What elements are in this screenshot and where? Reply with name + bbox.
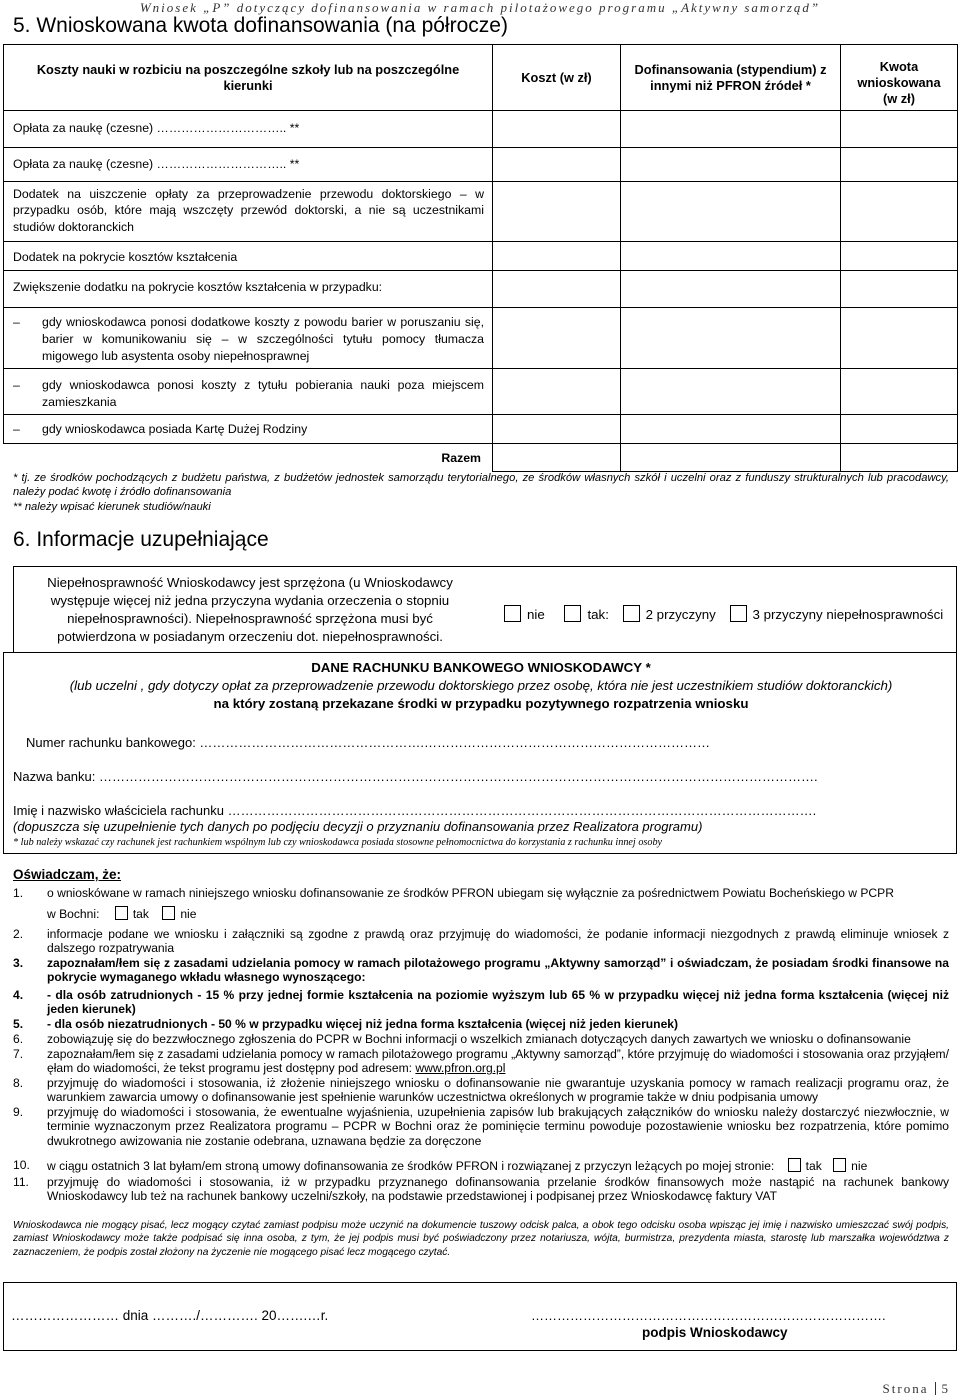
cost-table bbox=[3, 44, 958, 472]
declaration-item-6 bbox=[13, 1032, 949, 1046]
bank-account-box bbox=[3, 652, 957, 854]
requested-cell[interactable] bbox=[841, 271, 958, 308]
requested-cell[interactable] bbox=[841, 369, 958, 415]
column-header-cofinancing: Dofinansowania (stypendium) z innymi niż PFRON źródeł * bbox=[621, 45, 841, 111]
item-1-options bbox=[47, 906, 949, 921]
cost-cell[interactable] bbox=[493, 148, 621, 182]
item-number: 10. bbox=[13, 1158, 30, 1172]
disability-options bbox=[504, 605, 954, 622]
page-footer bbox=[883, 1381, 950, 1397]
date-field[interactable]: …………………… dnia ………./…………. 20…….…r. bbox=[11, 1308, 329, 1323]
item-number: 8. bbox=[13, 1076, 24, 1090]
item-text: zapoznałam/łem się z zasadami udzielania pomocy w ramach pilotażowego programu „Aktywny samorząd” i oświadczam, że posiadam środki finansowe na pokrycie wymaganego wkładu własnego wynoszącego: bbox=[47, 956, 949, 985]
column-header-costs: Koszty nauki w rozbiciu na poszczególne szkoły lub na poszczególne kierunki bbox=[4, 45, 493, 111]
table-row-large-family-card bbox=[4, 415, 493, 444]
bank-allowance-note: (dopuszcza się uzupełnienie tych danych po podjęciu decyzji o przyznaniu dofinansowania przez Realizatora programu) bbox=[13, 819, 703, 834]
option-yes-label: tak: bbox=[587, 607, 609, 622]
item-text: przyjmuję do wiadomości i stosowania, iż złożenie niniejszego wniosku o dofinansowanie nie gwarantuje uzyskania pomocy w ramach realizacji programu oraz, że warunkiem zawarcia umowy o dofinansowanie jest spełnienie warunków uczestnictwa określonych w programie także w dniu podpisania umowy bbox=[47, 1076, 949, 1105]
item-text: - dla osób niezatrudnionych - 50 % w przypadku więcej niż jedna forma kształcenia (więcej niż jeden kierunek) bbox=[47, 1017, 679, 1031]
total-label: Razem bbox=[441, 450, 481, 465]
item-number: 6. bbox=[13, 1032, 24, 1046]
cost-cell[interactable] bbox=[493, 242, 621, 271]
disability-box bbox=[13, 566, 957, 653]
declaration-item-9 bbox=[13, 1105, 949, 1148]
item-text: informacje podane we wniosku i załączniki są zgodne z prawdą oraz przyjmuję do wiadomości, że podanie informacji niezgodnych z prawdą eliminuje wniosek z dalszego rozpatrywania bbox=[47, 927, 949, 956]
row-text: gdy wnioskodawca ponosi koszty z tytułu pobierania nauki poza miejscem zamieszkania bbox=[42, 378, 484, 409]
item-number: 3. bbox=[13, 956, 24, 970]
account-number-field[interactable]: Numer rachunku bankowego: …………………………………………….………………………………………………………… bbox=[26, 735, 711, 750]
requested-cell[interactable] bbox=[841, 242, 958, 271]
table-row-away-from-home bbox=[4, 369, 493, 415]
cost-cell[interactable] bbox=[493, 369, 621, 415]
checkbox-yes[interactable] bbox=[564, 605, 581, 622]
table-row-allowance-increase: Zwiększenie dodatku na pokrycie kosztów kształcenia w przypadku: bbox=[4, 271, 493, 308]
requested-cell[interactable] bbox=[841, 111, 958, 148]
declaration-item-10 bbox=[13, 1158, 949, 1173]
item-1-line2: w Bochni: bbox=[47, 907, 100, 922]
cofinancing-cell[interactable] bbox=[621, 182, 841, 242]
footnote-field-of-study: ** należy wpisać kierunek studiów/nauki bbox=[13, 501, 211, 513]
option-2-causes-label: 2 przyczyny bbox=[645, 607, 716, 622]
illiterate-applicant-note: Wnioskodawca nie mogący pisać, lecz mogący czytać zamiast podpisu może uczynić na dokumencie tuszowy odcisk palca, a obok tego odcisku osoba wpisząc jej imię i nazwisko umieszczać swój podpis, zamiast Wnioskodawcy może także podpisać się inna osoba, z tym, że jej podpis musi być poświadczony przez notariusza, wójta, burmistrza, prezydenta miasta, starostę lub marszałka województwa z zaznaczeniem, że podpis został złożony na życzenie nie mogącego pisać lecz mogącego czytać. bbox=[13, 1220, 949, 1258]
page-label: Strona bbox=[882, 1381, 929, 1396]
declaration-item-7 bbox=[13, 1047, 949, 1076]
checkbox-no[interactable] bbox=[833, 1158, 846, 1172]
option-yes-label: tak bbox=[132, 907, 149, 922]
declaration-item-3 bbox=[13, 956, 949, 985]
signature-label: podpis Wnioskodawcy bbox=[642, 1325, 788, 1340]
footer-divider bbox=[935, 1382, 936, 1395]
cofinancing-cell[interactable] bbox=[621, 271, 841, 308]
item-number: 7. bbox=[13, 1047, 24, 1061]
cofinancing-cell[interactable] bbox=[621, 242, 841, 271]
cost-cell[interactable] bbox=[493, 111, 621, 148]
item-number: 5. bbox=[13, 1017, 24, 1031]
total-cost-cell[interactable] bbox=[493, 444, 621, 472]
item-number: 2. bbox=[13, 927, 24, 941]
requested-cell[interactable] bbox=[841, 415, 958, 444]
item-text: - dla osób zatrudnionych - 15 % przy jednej formie kształcenia na poziomie wyższym lub 65 % w przypadku więcej niż jedna forma kształcenia (więcej niż jeden kierunek) bbox=[47, 988, 949, 1017]
item-text: o wnioskówane w ramach niniejszego wniosku dofinansowanie ze środków PFRON ubiegam się wyłącznie za pośrednictwem Powiatu Bocheńskiego w PCPR bbox=[47, 886, 894, 900]
item-number: 11. bbox=[13, 1175, 29, 1189]
requested-cell[interactable] bbox=[841, 148, 958, 182]
page-number: 5 bbox=[941, 1381, 950, 1396]
footnote-sources: * tj. ze środków pochodzących z budżetu państwa, z budżetów jednostek samorządu terytorialnego, ze środków własnych szkół i uczelni oraz z funduszy strukturalnych lub pracodawcy, należy podać kwotę i źródło dofinansowania bbox=[13, 472, 949, 498]
table-row-tuition-2[interactable]: Opłata za naukę (czesne) ………………………….. ** bbox=[4, 148, 493, 182]
item-number: 4. bbox=[13, 988, 24, 1002]
cost-cell[interactable] bbox=[493, 271, 621, 308]
checkbox-no[interactable] bbox=[162, 906, 175, 920]
dash-bullet: – bbox=[13, 378, 20, 392]
column-header-requested: Kwota wnioskowana (w zł) bbox=[841, 45, 958, 111]
total-cofinancing-cell[interactable] bbox=[621, 444, 841, 472]
section6-title: 6. Informacje uzupełniające bbox=[13, 528, 269, 551]
signature-field[interactable]: ………………………………………………………………………. bbox=[531, 1308, 886, 1323]
bank-subheading: (lub uczelni , gdy dotyczy opłat za przeprowadzenie przewodu doktorskiego przez osobę, która nie jest uczestnikiem studiów doktoranckich) bbox=[69, 678, 893, 693]
declaration-item-5 bbox=[13, 1017, 949, 1031]
bank-subheading-2: na który zostaną przekazane środki w przypadku pozytywnego rozpatrzenia wniosku bbox=[213, 696, 749, 711]
pfron-link[interactable]: www.pfron.org.pl bbox=[415, 1061, 506, 1076]
option-no-label: nie bbox=[851, 1159, 868, 1173]
item-7-text: zapoznałam/łem się z zasadami udzielania pomocy w ramach pilotażowego programu „Aktywny samorząd”, które przyjmuję do wiadomości i stosowania oraz przyjąłem/ęłam do wiadomości, że tekst programu jest dostępny pod adresem: bbox=[47, 1047, 949, 1076]
signature-box-border bbox=[3, 1282, 957, 1351]
cost-cell[interactable] bbox=[493, 308, 621, 369]
table-row-tuition-1[interactable]: Opłata za naukę (czesne) ………………………….. ** bbox=[4, 111, 493, 148]
dash-bullet: – bbox=[13, 315, 20, 329]
item-number: 1. bbox=[13, 886, 24, 900]
cost-cell[interactable] bbox=[493, 415, 621, 444]
cost-cell[interactable] bbox=[493, 182, 621, 242]
checkbox-yes[interactable] bbox=[115, 906, 128, 920]
item-text: w ciągu ostatnich 3 lat byłam/em stroną umowy dofinansowania ze środków PFRON i rozwiązanej z przyczyn leżących po mojej stronie: bbox=[47, 1159, 775, 1173]
requested-cell[interactable] bbox=[841, 182, 958, 242]
table-row-doctoral-fee: Dodatek na uiszczenie opłaty za przeprowadzenie przewodu doktorskiego – w przypadku osób, które mają wszczęty przewód doktorski, a nie są uczestnikami studiów doktoranckich bbox=[4, 182, 493, 242]
declaration-item-11 bbox=[13, 1175, 949, 1204]
checkbox-no[interactable] bbox=[504, 605, 521, 622]
section5-title: 5. Wnioskowana kwota dofinansowania (na półrocze) bbox=[13, 14, 508, 37]
item-text: przyjmuję do wiadomości i stosowania, iż w przypadku przyznanego dofinansowania przelanie środków finansowych może nastąpić na rachunek bankowy Wnioskodawcy lub też na rachunek bankowy uczelni/szkoły, na podstawie przedstawionej i podpisanej przez Wnioskodawcę faktury VAT bbox=[47, 1175, 949, 1204]
total-requested-cell[interactable] bbox=[841, 444, 958, 472]
cofinancing-cell[interactable] bbox=[621, 415, 841, 444]
bank-heading: DANE RACHUNKU BANKOWEGO WNIOSKODAWCY * bbox=[311, 660, 651, 675]
declaration-item-1 bbox=[13, 886, 949, 922]
document-header: Wniosek „P” dotyczący dofinansowania w ramach pilotażowego programu „Aktywny samorząd” bbox=[139, 0, 821, 15]
checkbox-2-causes[interactable] bbox=[623, 605, 640, 622]
column-header-cost: Koszt (w zł) bbox=[493, 45, 621, 111]
option-no-label: nie bbox=[527, 607, 545, 622]
row-text: gdy wnioskodawca posiada Kartę Dużej Rodziny bbox=[42, 422, 308, 436]
cofinancing-cell[interactable] bbox=[621, 369, 841, 415]
bank-name-field[interactable]: Nazwa banku: …………………………………………………………………………………………………………………………………………………. bbox=[13, 769, 818, 784]
option-yes-label: tak bbox=[805, 1159, 822, 1173]
item-10-row bbox=[47, 1158, 949, 1173]
bank-heading-block bbox=[4, 659, 958, 713]
item-text bbox=[47, 1047, 949, 1076]
cofinancing-cell[interactable] bbox=[621, 111, 841, 148]
requested-cell[interactable] bbox=[841, 308, 958, 369]
table-row-education-allowance: Dodatek na pokrycie kosztów kształcenia bbox=[4, 242, 493, 271]
table-row-barriers bbox=[4, 308, 493, 369]
bank-footnote: * lub należy wskazać czy rachunek jest rachunkiem wspólnym lub czy wnioskodawca posiada stosowne pełnomocnictwa do korzystania z rachunku innej osoby bbox=[13, 837, 663, 848]
dash-bullet: – bbox=[13, 422, 20, 436]
declaration-item-2 bbox=[13, 927, 949, 956]
account-owner-field[interactable]: Imię i nazwisko właściciela rachunku ………………………………………………………………………………………………………………………. bbox=[13, 803, 817, 818]
cofinancing-cell[interactable] bbox=[621, 148, 841, 182]
item-text: przyjmuję do wiadomości i stosowania, że ewentualne wyjaśnienia, uzupełnienia zapisów lub brakujących załączników do wniosku należy dostarczyć niezwłocznie, w terminie wyznaczonym przez Realizatora programu – PCPR w Bochni oraz że pominięcie terminu powoduje pozostawienie wniosku bez rozpatrzenia, które pomimo dwukrotnego awizowania nie zostanie odebrana, uznawana będzie za doręczone bbox=[47, 1105, 949, 1148]
option-no-label: nie bbox=[180, 907, 197, 922]
declaration-item-4 bbox=[13, 988, 949, 1017]
checkbox-yes[interactable] bbox=[788, 1158, 801, 1172]
cofinancing-cell[interactable] bbox=[621, 308, 841, 369]
disability-text: Niepełnosprawność Wnioskodawcy jest sprzężona (u Wnioskodawcy występuje więcej niż jedna przyczyna wydania orzeczenia o stopniu niepełnosprawności). Niepełnosprawność sprzężona musi być potwierdzona w posiadanym orzeczeniu dot. niepełnosprawności. bbox=[47, 575, 453, 644]
checkbox-3-causes[interactable] bbox=[730, 605, 747, 622]
declaration-item-8 bbox=[13, 1076, 949, 1105]
item-number: 9. bbox=[13, 1105, 24, 1119]
row-text: gdy wnioskodawca ponosi dodatkowe koszty z powodu barier w poruszaniu się, barier w komunikowaniu się – w szczególności tytułu pomocy tłumacza migowego lub asystenta osoby niepełnosprawnej bbox=[42, 315, 484, 363]
item-text: zobowiązuję się do bezzwłocznego zgłoszenia do PCPR w Bochni informacji o wszelkich zmianach dotyczących danych zawartych we wniosku o dofinansowanie bbox=[47, 1032, 911, 1046]
declaration-title: Oświadczam, że: bbox=[13, 867, 122, 882]
option-3-causes-label: 3 przyczyny niepełnosprawności bbox=[752, 607, 944, 622]
